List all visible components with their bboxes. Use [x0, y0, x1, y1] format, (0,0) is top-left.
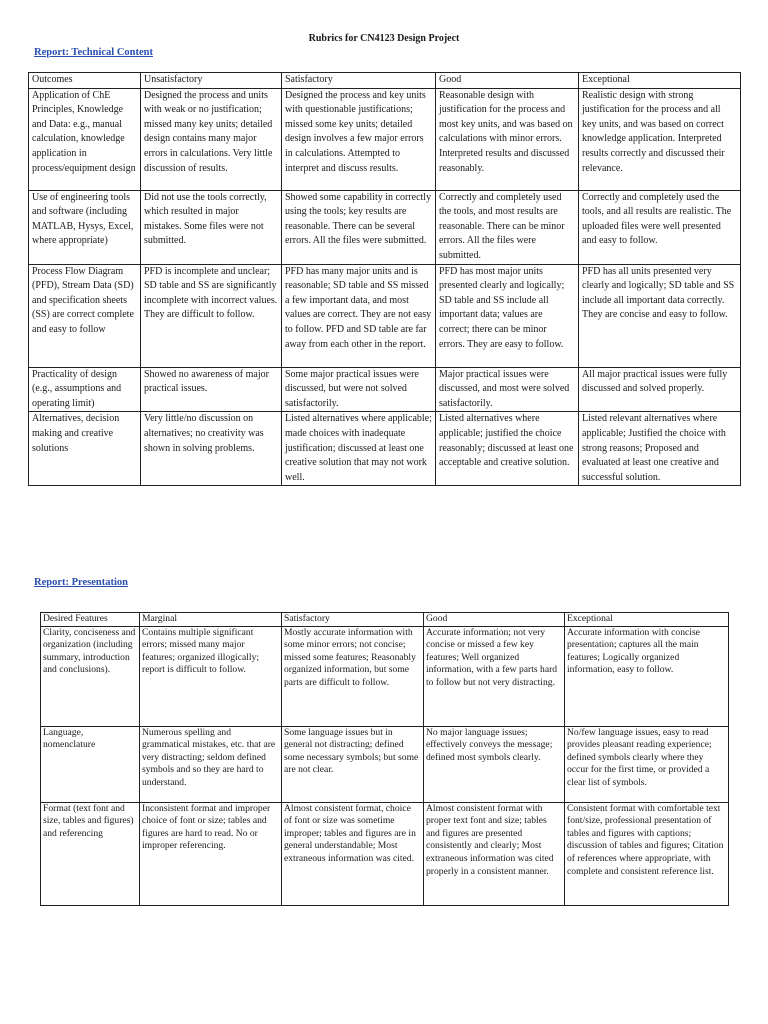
table-header-row	[41, 613, 729, 627]
table-cell: Almost consistent format with proper text font and size; tables and figures are presented consistently and clearly; Most extraneous information was cited properly in a consistent manner.	[424, 802, 565, 905]
table-cell: Use of engineering tools and software (including MATLAB, Hysys, Excel, where appropriate)	[29, 190, 141, 264]
table-cell: Inconsistent format and improper choice of font or size; tables and figures are hard to read. No or improper referencing.	[140, 802, 282, 905]
table-row	[29, 190, 741, 264]
table-cell: Contains multiple significant errors; missed many major features; organized illogically; report is difficult to follow.	[140, 626, 282, 726]
table-row	[29, 264, 741, 367]
table-cell: Clarity, conciseness and organization (including summary, introduction and conclusions).	[41, 626, 140, 726]
table-cell: Major practical issues were discussed, and most were solved satisfactorily.	[436, 367, 579, 412]
table-cell: Numerous spelling and grammatical mistakes, etc. that are very distracting; seldom defined symbols and so they are hard to understand.	[140, 726, 282, 802]
table-cell: Very little/no discussion on alternatives; no creativity was shown in solving problems.	[141, 412, 282, 486]
table-cell: Designed the process and units with weak or no justification; missed many key units; detailed design contains many major errors in calculations. Very little discussion of results.	[141, 88, 282, 190]
presentation-section-heading: Report: Presentation	[34, 577, 128, 588]
table-cell: Almost consistent format, choice of font or size was sometime improper; tables and figures are in general understandable; Most extraneous information was cited.	[282, 802, 424, 905]
header-cell: Good	[424, 613, 565, 627]
table-cell: Process Flow Diagram (PFD), Stream Data (SD) and specification sheets (SS) are correct complete and easy to follow	[29, 264, 141, 367]
table-cell: Did not use the tools correctly, which resulted in major mistakes. Some files were not submitted.	[141, 190, 282, 264]
header-cell: Marginal	[140, 613, 282, 627]
table-row	[41, 802, 729, 905]
table-cell: Realistic design with strong justification for the process and all key units, and was based on correct knowledge application. Interpreted results correctly and discussed their relevance.	[579, 88, 741, 190]
technical-section-heading: Report: Technical Content	[34, 47, 153, 58]
header-cell: Exceptional	[565, 613, 729, 627]
table-row	[29, 412, 741, 486]
table-cell: PFD has most major units presented clearly and logically; SD table and SS include all important data; values are correct; there can be minor errors. They are easy to follow.	[436, 264, 579, 367]
technical-rubric-table	[28, 72, 741, 486]
table-cell: Showed some capability in correctly using the tools; key results are reasonable. There can be several errors. All the files were submitted.	[282, 190, 436, 264]
table-cell: Designed the process and key units with questionable justifications; missed some key units; detailed design involves a few major errors in calculations. Attempted to interpret and discuss results.	[282, 88, 436, 190]
table-row	[41, 626, 729, 726]
table-header-row	[29, 73, 741, 89]
document-title: Rubrics for CN4123 Design Project	[308, 33, 460, 44]
table-cell: Showed no awareness of major practical issues.	[141, 367, 282, 412]
presentation-rubric-table	[40, 612, 729, 906]
table-cell: Consistent format with comfortable text font/size, professional presentation of tables and figures with captions; discussion of tables and figures; Citation of references where appropriate, with complete and consistent reference list.	[565, 802, 729, 905]
table-cell: Listed alternatives where applicable; justified the choice reasonably; discussed at least one acceptable and creative solution.	[436, 412, 579, 486]
header-cell: Satisfactory	[282, 613, 424, 627]
table-row	[29, 367, 741, 412]
table-cell: PFD is incomplete and unclear; SD table and SS are significantly incomplete with incorrect values. They are difficult to follow.	[141, 264, 282, 367]
table-cell: Reasonable design with justification for the process and most key units, and was based on calculations with minor errors. Interpreted results and discussed reasonably.	[436, 88, 579, 190]
header-cell: Good	[436, 73, 579, 89]
table-cell: Listed relevant alternatives where applicable; Justified the choice with strong reasons; Proposed and evaluated at least one creative and successful solution.	[579, 412, 741, 486]
table-cell: Listed alternatives where applicable; made choices with inadequate justification; discussed at least one creative solution that may not work well.	[282, 412, 436, 486]
table-cell: Accurate information; not very concise or missed a few key features; Well organized information, with a few parts hard to follow but not very distracting.	[424, 626, 565, 726]
table-cell: Correctly and completely used the tools, and all results are realistic. The uploaded files were well presented and easy to follow.	[579, 190, 741, 264]
header-cell: Desired Features	[41, 613, 140, 627]
table-cell: Format (text font and size, tables and figures) and referencing	[41, 802, 140, 905]
table-cell: Some language issues but in general not distracting; defined some necessary symbols; but some are not clear.	[282, 726, 424, 802]
table-cell: PFD has many major units and is reasonable; SD table and SS missed a few important data, and most values are correct. They are not easy to follow. PFD and SD table are far away from each other in the report.	[282, 264, 436, 367]
table-cell: Mostly accurate information with some minor errors; not concise; missed some features; Reasonably organized information, but some parts are difficult to follow.	[282, 626, 424, 726]
table-cell: Language, nomenclature	[41, 726, 140, 802]
table-cell: Application of ChE Principles, Knowledge and Data: e.g., manual calculation, knowledge application in process/equipment design	[29, 88, 141, 190]
table-cell: PFD has all units presented very clearly and logically; SD table and SS include all important data correctly. They are concise and easy to follow.	[579, 264, 741, 367]
table-cell: No major language issues; effectively conveys the message; defined most symbols clearly.	[424, 726, 565, 802]
table-cell: All major practical issues were fully discussed and solved properly.	[579, 367, 741, 412]
table-row	[41, 726, 729, 802]
table-cell: Practicality of design (e.g., assumptions and operating limit)	[29, 367, 141, 412]
header-cell: Outcomes	[29, 73, 141, 89]
header-cell: Exceptional	[579, 73, 741, 89]
table-cell: Accurate information with concise presentation; captures all the main features; Logically organized information, easy to follow.	[565, 626, 729, 726]
header-cell: Unsatisfactory	[141, 73, 282, 89]
table-cell: No/few language issues, easy to read provides pleasant reading experience; defined symbols clearly where they occur for the first time, or provided a clear list of symbols.	[565, 726, 729, 802]
header-cell: Satisfactory	[282, 73, 436, 89]
table-cell: Some major practical issues were discussed, but were not solved satisfactorily.	[282, 367, 436, 412]
table-cell: Correctly and completely used the tools, and most results are reasonable. There can be minor errors. All the files were submitted.	[436, 190, 579, 264]
table-row	[29, 88, 741, 190]
table-cell: Alternatives, decision making and creative solutions	[29, 412, 141, 486]
